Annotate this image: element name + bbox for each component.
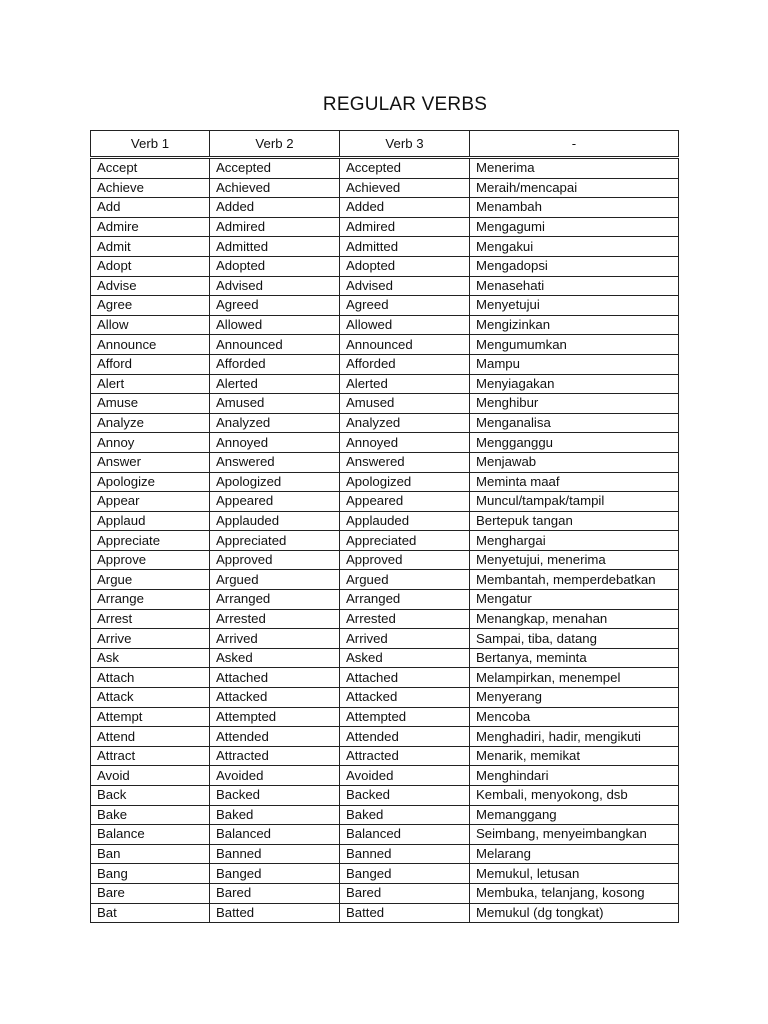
verb2-cell: Applauded <box>210 511 340 531</box>
table-row <box>91 864 679 884</box>
table-row <box>91 707 679 727</box>
verb3-cell: Answered <box>340 452 470 472</box>
verb1-cell: Bang <box>91 864 210 884</box>
verb2-cell: Achieved <box>210 178 340 198</box>
verb1-cell: Alert <box>91 374 210 394</box>
meaning-cell: Membuka, telanjang, kosong <box>470 883 679 903</box>
verb2-cell: Announced <box>210 335 340 355</box>
verb3-cell: Attended <box>340 727 470 747</box>
verb2-cell: Avoided <box>210 766 340 786</box>
verb2-cell: Approved <box>210 550 340 570</box>
verb3-cell: Asked <box>340 648 470 668</box>
table-row <box>91 511 679 531</box>
meaning-cell: Mengagumi <box>470 217 679 237</box>
verb3-cell: Admitted <box>340 237 470 257</box>
meaning-cell: Menyiagakan <box>470 374 679 394</box>
verb2-cell: Appreciated <box>210 531 340 551</box>
verb2-cell: Allowed <box>210 315 340 335</box>
meaning-cell: Menerima <box>470 158 679 179</box>
verb1-cell: Attack <box>91 688 210 708</box>
meaning-cell: Menyetujui <box>470 296 679 316</box>
verb2-cell: Banned <box>210 844 340 864</box>
verb2-cell: Baked <box>210 805 340 825</box>
verb3-cell: Advised <box>340 276 470 296</box>
verb3-cell: Attracted <box>340 746 470 766</box>
verb1-cell: Advise <box>91 276 210 296</box>
table-row <box>91 198 679 218</box>
verb3-cell: Balanced <box>340 825 470 845</box>
meaning-cell: Seimbang, menyeimbangkan <box>470 825 679 845</box>
verb2-cell: Bared <box>210 883 340 903</box>
verb2-cell: Balanced <box>210 825 340 845</box>
verb3-cell: Baked <box>340 805 470 825</box>
verb3-cell: Arrested <box>340 609 470 629</box>
verb3-cell: Accepted <box>340 158 470 179</box>
verb2-cell: Admired <box>210 217 340 237</box>
table-row <box>91 433 679 453</box>
meaning-cell: Menasehati <box>470 276 679 296</box>
table-row <box>91 648 679 668</box>
verb2-cell: Amused <box>210 394 340 414</box>
verb3-cell: Bared <box>340 883 470 903</box>
verb3-cell: Argued <box>340 570 470 590</box>
verb1-cell: Back <box>91 786 210 806</box>
verb3-cell: Banned <box>340 844 470 864</box>
verb2-cell: Argued <box>210 570 340 590</box>
meaning-cell: Bertepuk tangan <box>470 511 679 531</box>
table-row <box>91 688 679 708</box>
verb1-cell: Afford <box>91 354 210 374</box>
table-row <box>91 335 679 355</box>
verb1-cell: Answer <box>91 452 210 472</box>
verb3-cell: Attempted <box>340 707 470 727</box>
table-row <box>91 531 679 551</box>
verb3-cell: Amused <box>340 394 470 414</box>
meaning-cell: Menghadiri, hadir, mengikuti <box>470 727 679 747</box>
table-row <box>91 727 679 747</box>
verb2-cell: Banged <box>210 864 340 884</box>
table-body <box>91 158 679 923</box>
verb3-cell: Adopted <box>340 256 470 276</box>
verb2-cell: Appeared <box>210 492 340 512</box>
table-row <box>91 354 679 374</box>
verb3-cell: Arrived <box>340 629 470 649</box>
verb1-cell: Attend <box>91 727 210 747</box>
verb2-cell: Attended <box>210 727 340 747</box>
verb1-cell: Ban <box>91 844 210 864</box>
meaning-cell: Menangkap, menahan <box>470 609 679 629</box>
meaning-cell: Sampai, tiba, datang <box>470 629 679 649</box>
table-row <box>91 374 679 394</box>
meaning-cell: Melarang <box>470 844 679 864</box>
meaning-cell: Mampu <box>470 354 679 374</box>
table-row <box>91 844 679 864</box>
meaning-cell: Membantah, memperdebatkan <box>470 570 679 590</box>
table-row <box>91 786 679 806</box>
verb2-cell: Arranged <box>210 590 340 610</box>
verb3-cell: Added <box>340 198 470 218</box>
verb3-cell: Admired <box>340 217 470 237</box>
verb2-cell: Annoyed <box>210 433 340 453</box>
verb3-cell: Allowed <box>340 315 470 335</box>
meaning-cell: Menambah <box>470 198 679 218</box>
verb2-cell: Alerted <box>210 374 340 394</box>
meaning-cell: Menghindari <box>470 766 679 786</box>
table-row <box>91 296 679 316</box>
verb1-cell: Balance <box>91 825 210 845</box>
table-row <box>91 903 679 923</box>
meaning-cell: Mengakui <box>470 237 679 257</box>
table-row <box>91 276 679 296</box>
meaning-cell: Meraih/mencapai <box>470 178 679 198</box>
table-row <box>91 825 679 845</box>
meaning-cell: Mengadopsi <box>470 256 679 276</box>
verb1-cell: Amuse <box>91 394 210 414</box>
verb1-cell: Announce <box>91 335 210 355</box>
page-title: REGULAR VERBS <box>322 94 488 115</box>
verb1-cell: Attach <box>91 668 210 688</box>
verb2-cell: Attempted <box>210 707 340 727</box>
verb1-cell: Bake <box>91 805 210 825</box>
verb3-cell: Apologized <box>340 472 470 492</box>
verb1-cell: Arrive <box>91 629 210 649</box>
verb2-cell: Apologized <box>210 472 340 492</box>
verb3-cell: Appreciated <box>340 531 470 551</box>
table-row <box>91 629 679 649</box>
verb1-cell: Appear <box>91 492 210 512</box>
meaning-cell: Menghibur <box>470 394 679 414</box>
table-row <box>91 668 679 688</box>
verb1-cell: Adopt <box>91 256 210 276</box>
column-header-meaning: - <box>470 131 679 158</box>
verb1-cell: Admit <box>91 237 210 257</box>
verb2-cell: Attracted <box>210 746 340 766</box>
table-row <box>91 590 679 610</box>
meaning-cell: Muncul/tampak/tampil <box>470 492 679 512</box>
verb1-cell: Allow <box>91 315 210 335</box>
verb2-cell: Admitted <box>210 237 340 257</box>
meaning-cell: Menghargai <box>470 531 679 551</box>
verb1-cell: Argue <box>91 570 210 590</box>
verb3-cell: Alerted <box>340 374 470 394</box>
verb1-cell: Agree <box>91 296 210 316</box>
table-row <box>91 746 679 766</box>
verb1-cell: Arrest <box>91 609 210 629</box>
verb1-cell: Accept <box>91 158 210 179</box>
verb2-cell: Asked <box>210 648 340 668</box>
verb3-cell: Avoided <box>340 766 470 786</box>
verb3-cell: Arranged <box>340 590 470 610</box>
verb2-cell: Accepted <box>210 158 340 179</box>
regular-verbs-table <box>90 130 679 923</box>
verb3-cell: Backed <box>340 786 470 806</box>
verb3-cell: Applauded <box>340 511 470 531</box>
verb3-cell: Annoyed <box>340 433 470 453</box>
verb1-cell: Bat <box>91 903 210 923</box>
verb1-cell: Applaud <box>91 511 210 531</box>
meaning-cell: Meminta maaf <box>470 472 679 492</box>
table-row <box>91 452 679 472</box>
verb3-cell: Attacked <box>340 688 470 708</box>
verb1-cell: Annoy <box>91 433 210 453</box>
verb2-cell: Analyzed <box>210 413 340 433</box>
verb2-cell: Arrived <box>210 629 340 649</box>
meaning-cell: Memukul, letusan <box>470 864 679 884</box>
verb2-cell: Attached <box>210 668 340 688</box>
table-row <box>91 766 679 786</box>
table-row <box>91 413 679 433</box>
verb2-cell: Agreed <box>210 296 340 316</box>
verb1-cell: Appreciate <box>91 531 210 551</box>
verb3-cell: Appeared <box>340 492 470 512</box>
table-row <box>91 472 679 492</box>
verb2-cell: Answered <box>210 452 340 472</box>
meaning-cell: Menyetujui, menerima <box>470 550 679 570</box>
verb1-cell: Avoid <box>91 766 210 786</box>
verb3-cell: Approved <box>340 550 470 570</box>
verb1-cell: Achieve <box>91 178 210 198</box>
verb3-cell: Afforded <box>340 354 470 374</box>
table-row <box>91 178 679 198</box>
verb3-cell: Attached <box>340 668 470 688</box>
verb1-cell: Arrange <box>91 590 210 610</box>
verb1-cell: Add <box>91 198 210 218</box>
column-header-verb1: Verb 1 <box>91 131 210 158</box>
verb1-cell: Ask <box>91 648 210 668</box>
meaning-cell: Kembali, menyokong, dsb <box>470 786 679 806</box>
meaning-cell: Mengatur <box>470 590 679 610</box>
meaning-cell: Mengganggu <box>470 433 679 453</box>
meaning-cell: Menyerang <box>470 688 679 708</box>
verb2-cell: Advised <box>210 276 340 296</box>
meaning-cell: Memukul (dg tongkat) <box>470 903 679 923</box>
meaning-cell: Mengumumkan <box>470 335 679 355</box>
table-header-row <box>91 131 679 158</box>
verb3-cell: Achieved <box>340 178 470 198</box>
table-row <box>91 256 679 276</box>
verb1-cell: Bare <box>91 883 210 903</box>
table-row <box>91 883 679 903</box>
table-row <box>91 570 679 590</box>
meaning-cell: Bertanya, meminta <box>470 648 679 668</box>
verb3-cell: Banged <box>340 864 470 884</box>
table-row <box>91 394 679 414</box>
verb2-cell: Afforded <box>210 354 340 374</box>
verb1-cell: Approve <box>91 550 210 570</box>
verb1-cell: Apologize <box>91 472 210 492</box>
table-row <box>91 492 679 512</box>
verb2-cell: Adopted <box>210 256 340 276</box>
table-row <box>91 609 679 629</box>
table-row <box>91 315 679 335</box>
meaning-cell: Melampirkan, menempel <box>470 668 679 688</box>
verb3-cell: Agreed <box>340 296 470 316</box>
table-row <box>91 550 679 570</box>
verb1-cell: Analyze <box>91 413 210 433</box>
table-row <box>91 217 679 237</box>
column-header-verb3: Verb 3 <box>340 131 470 158</box>
meaning-cell: Menganalisa <box>470 413 679 433</box>
table-row <box>91 805 679 825</box>
column-header-verb2: Verb 2 <box>210 131 340 158</box>
meaning-cell: Menjawab <box>470 452 679 472</box>
verb2-cell: Arrested <box>210 609 340 629</box>
table-row <box>91 158 679 179</box>
verb3-cell: Announced <box>340 335 470 355</box>
meaning-cell: Mengizinkan <box>470 315 679 335</box>
table-row <box>91 237 679 257</box>
meaning-cell: Memanggang <box>470 805 679 825</box>
verb1-cell: Attempt <box>91 707 210 727</box>
verb1-cell: Attract <box>91 746 210 766</box>
verb2-cell: Backed <box>210 786 340 806</box>
verb2-cell: Batted <box>210 903 340 923</box>
verb2-cell: Added <box>210 198 340 218</box>
verb1-cell: Admire <box>91 217 210 237</box>
verb3-cell: Batted <box>340 903 470 923</box>
verb2-cell: Attacked <box>210 688 340 708</box>
verb3-cell: Analyzed <box>340 413 470 433</box>
meaning-cell: Mencoba <box>470 707 679 727</box>
meaning-cell: Menarik, memikat <box>470 746 679 766</box>
